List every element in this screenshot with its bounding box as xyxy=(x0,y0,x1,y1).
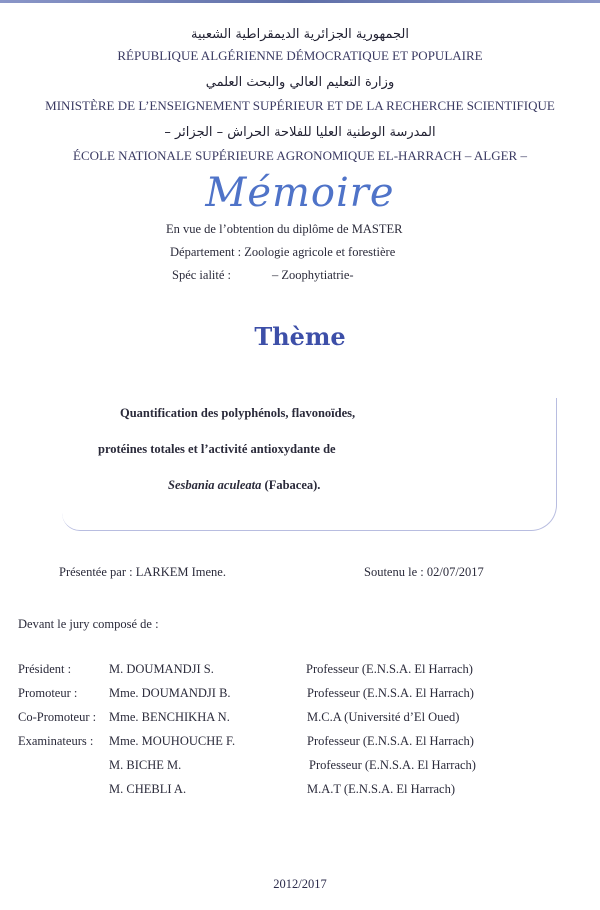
ministry-name: MINISTÈRE DE L’ENSEIGNEMENT SUPÉRIEUR ET DE LA RECHERCHE SCIENTIFIQUE xyxy=(45,98,555,113)
jury-title: Professeur (E.N.S.A. El Harrach) xyxy=(306,662,473,676)
jury-role: Promoteur : xyxy=(18,686,78,700)
thesis-title-line-2: protéines totales et l’activité antioxydante de xyxy=(98,442,336,456)
jury-title: Professeur (E.N.S.A. El Harrach) xyxy=(307,686,474,700)
jury-title: M.A.T (E.N.S.A. El Harrach) xyxy=(307,782,455,796)
jury-name: Mme. BENCHIKHA N. xyxy=(109,710,230,724)
jury-name: M. BICHE M. xyxy=(109,758,182,772)
scan-edge xyxy=(0,0,600,3)
department: Département : Zoologie agricole et forestière xyxy=(170,245,396,259)
jury-title: Professeur (E.N.S.A. El Harrach) xyxy=(309,758,476,772)
academic-year: 2012/2017 xyxy=(273,877,327,891)
speciality-value: – Zoophytiatrie- xyxy=(272,268,354,282)
defense-date: Soutenu le : 02/07/2017 xyxy=(364,565,484,579)
jury-role: Co-Promoteur : xyxy=(18,710,97,724)
jury-name: M. CHEBLI A. xyxy=(109,782,187,796)
diploma-purpose: En vue de l’obtention du diplôme de MASTER xyxy=(166,222,403,236)
jury-intro: Devant le jury composé de : xyxy=(18,617,159,631)
jury-title: Professeur (E.N.S.A. El Harrach) xyxy=(307,734,474,748)
republic-name: RÉPUBLIQUE ALGÉRIENNE DÉMOCRATIQUE ET POPULAIRE xyxy=(117,48,483,63)
thesis-title-line-1: Quantification des polyphénols, flavonoïdes, xyxy=(120,406,356,420)
school-name: ÉCOLE NATIONALE SUPÉRIEURE AGRONOMIQUE EL-HARRACH – ALGER – xyxy=(73,148,527,163)
arabic-school: المدرسة الوطنية العليا للفلاحة الحراش – الجزائر – xyxy=(164,125,436,140)
species-name: Sesbania aculeata xyxy=(168,478,262,492)
theme-heading: Thème xyxy=(254,322,346,351)
jury-name: M. DOUMANDJI S. xyxy=(109,662,214,676)
jury-title: M.C.A (Université d’El Oued) xyxy=(307,710,460,724)
speciality-label: Spéc ialité : xyxy=(172,268,232,282)
jury-name: Mme. MOUHOUCHE F. xyxy=(109,734,236,748)
thesis-title-line-3 xyxy=(168,478,320,493)
memoire-title: Mémoire xyxy=(205,170,395,216)
family-name: (Fabacea). xyxy=(261,478,321,492)
jury-role: Président : xyxy=(18,662,72,676)
arabic-republic: الجمهورية الجزائرية الديمقراطية الشعبية xyxy=(191,27,409,42)
arabic-ministry: وزارة التعليم العالي والبحث العلمي xyxy=(205,75,395,90)
presented-by: Présentée par : LARKEM Imene. xyxy=(59,565,226,579)
jury-role: Examinateurs : xyxy=(18,734,94,748)
jury-name: Mme. DOUMANDJI B. xyxy=(109,686,231,700)
